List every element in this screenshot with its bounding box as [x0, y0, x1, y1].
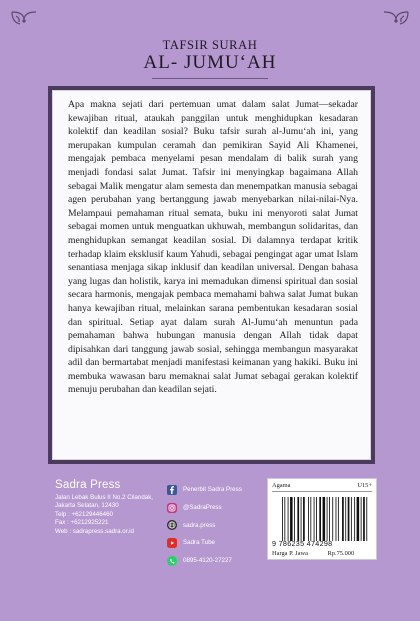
series-title: TAFSIR SURAH [162, 38, 258, 52]
barcode-bar [314, 497, 315, 541]
barcode-bar [319, 497, 321, 541]
social-label: sadra.press [183, 521, 216, 529]
barcode-bar [323, 497, 326, 541]
social-list [167, 481, 242, 569]
publisher-address-line: Jakarta Selatan, 12430 [55, 502, 119, 510]
publisher-phone: Telp : +62129446460 [55, 510, 113, 518]
barcode-bar [336, 497, 337, 541]
barcode-bar [363, 497, 365, 541]
barcode-bar [308, 497, 309, 541]
globe-icon [167, 520, 177, 530]
barcode-bar [301, 497, 302, 541]
barcode-bars [282, 497, 368, 541]
barcode-bar [348, 497, 350, 541]
barcode-bar [345, 497, 346, 541]
social-label: Sadra Tube [183, 539, 215, 547]
barcode-bar [282, 497, 283, 541]
barcode-bar [366, 497, 367, 541]
social-item-youtube[interactable] [167, 534, 242, 552]
book-title: AL- JUMU‘AH [143, 52, 277, 73]
corner-ornament-icon [10, 10, 38, 34]
publisher-address-line: Jalan Lebak Bulus II No.2 Cilandak, [55, 494, 154, 501]
publisher-name: Sadra Press [55, 479, 121, 491]
barcode-bar [310, 497, 311, 541]
barcode-bar [303, 497, 305, 541]
blurb-frame [48, 86, 375, 464]
social-label: @SadraPress [183, 504, 222, 512]
social-label: Penerbit Sadra Press [183, 486, 242, 494]
barcode-bar [294, 497, 295, 541]
social-item-website[interactable] [167, 516, 242, 534]
barcode-bar [329, 497, 330, 541]
publisher-web: Web : sadrapress.sadra.or.id [55, 527, 134, 535]
barcode-bar [290, 497, 293, 541]
barcode-bar [361, 497, 362, 541]
social-item-instagram[interactable] [167, 499, 242, 517]
barcode-bar [297, 497, 299, 541]
blurb-text: Apa makna sejati dari pertemuan umat dalam salat Jumat—sekadar kewajiban ritual, ataukah panggilan untuk menghidupkan kesadaran kolektif dan keadilan sosial? Buku tafsir surah al-Jumu‘ah ini, yang merupakan kumpulan ceramah dan pemikiran Sayid Ali Khamenei, mengajak pembaca menyelami pesan mendalam di balik surah yang menjadi fondasi salat Jumat. Tafsir ini menyingkap bagaimana Allah sebagai Malik mengatur alam semesta dan menempatkan manusia sebagai agen perubahan yang bertanggung jawab menyebarkan nilai-nilai-Nya. Melampaui pemahaman ritual semata, buku ini menyoroti salat Jumat sebagai momen untuk menguatkan ukhuwah, membangun solidaritas, dan menghidupkan semangat keadilan sosial. Di dalamnya terdapat kritik terhadap klaim eksklusif kaum Yahudi, sebagai pengingat agar umat Islam senantiasa menjaga sikap inklusif dan keadilan universal. Dengan bahasa yang lugas dan holistik, karya ini memadukan dimensi spiritual dan sosial secara harmonis, mengajak pembaca memahami bahwa salat Jumat bukan hanya kewajiban ritual, melainkan sarana pembentukan kesadaran sosial dan spiritual. Setiap ayat dalam surah Al-Jumu‘ah menuntun pada pemahaman bahwa hubungan manusia dengan Allah tidak dapat dipisahkan dari tanggung jawab sosial, sehingga membangun masyarakat adil dan bermartabat menjadi manifestasi keimanan yang hakiki. Buku ini membuka wawasan baru memaknai salat Jumat sebagai gerakan kolektif menuju perubahan dan keadilan sejati. [68, 99, 358, 396]
corner-ornament-icon [382, 10, 410, 34]
barcode-bar [332, 497, 333, 541]
category-label: Agama [272, 482, 291, 489]
barcode-bar [354, 497, 355, 541]
blurb-box [52, 90, 371, 460]
barcode-box [267, 478, 377, 560]
barcode-bar [288, 497, 289, 541]
barcode-bar [357, 497, 360, 541]
isbn-number: 9 786235 474298 [272, 539, 333, 548]
social-label: 0895-4120-27227 [183, 557, 232, 565]
barcode-bar [342, 497, 344, 541]
social-item-facebook[interactable] [167, 481, 242, 499]
price-value: Rp.75.000 [327, 550, 355, 557]
youtube-icon [167, 538, 177, 548]
facebook-icon [167, 485, 177, 495]
whatsapp-icon [167, 556, 177, 566]
price-label: Harga P. Jawa [272, 550, 308, 557]
price-line [272, 550, 372, 557]
barcode-bar [316, 497, 317, 541]
barcode-bar [327, 497, 328, 541]
barcode-divider [272, 491, 372, 492]
title-divider [152, 78, 268, 79]
publisher-fax: Fax : +6212925221 [55, 519, 109, 527]
instagram-icon [167, 503, 177, 513]
age-rating: U15+ [357, 482, 372, 489]
barcode-bar [284, 497, 285, 541]
barcode-bar [351, 497, 352, 541]
publisher-address [55, 494, 153, 536]
barcode-bar [338, 497, 339, 541]
social-item-whatsapp[interactable] [167, 552, 242, 570]
